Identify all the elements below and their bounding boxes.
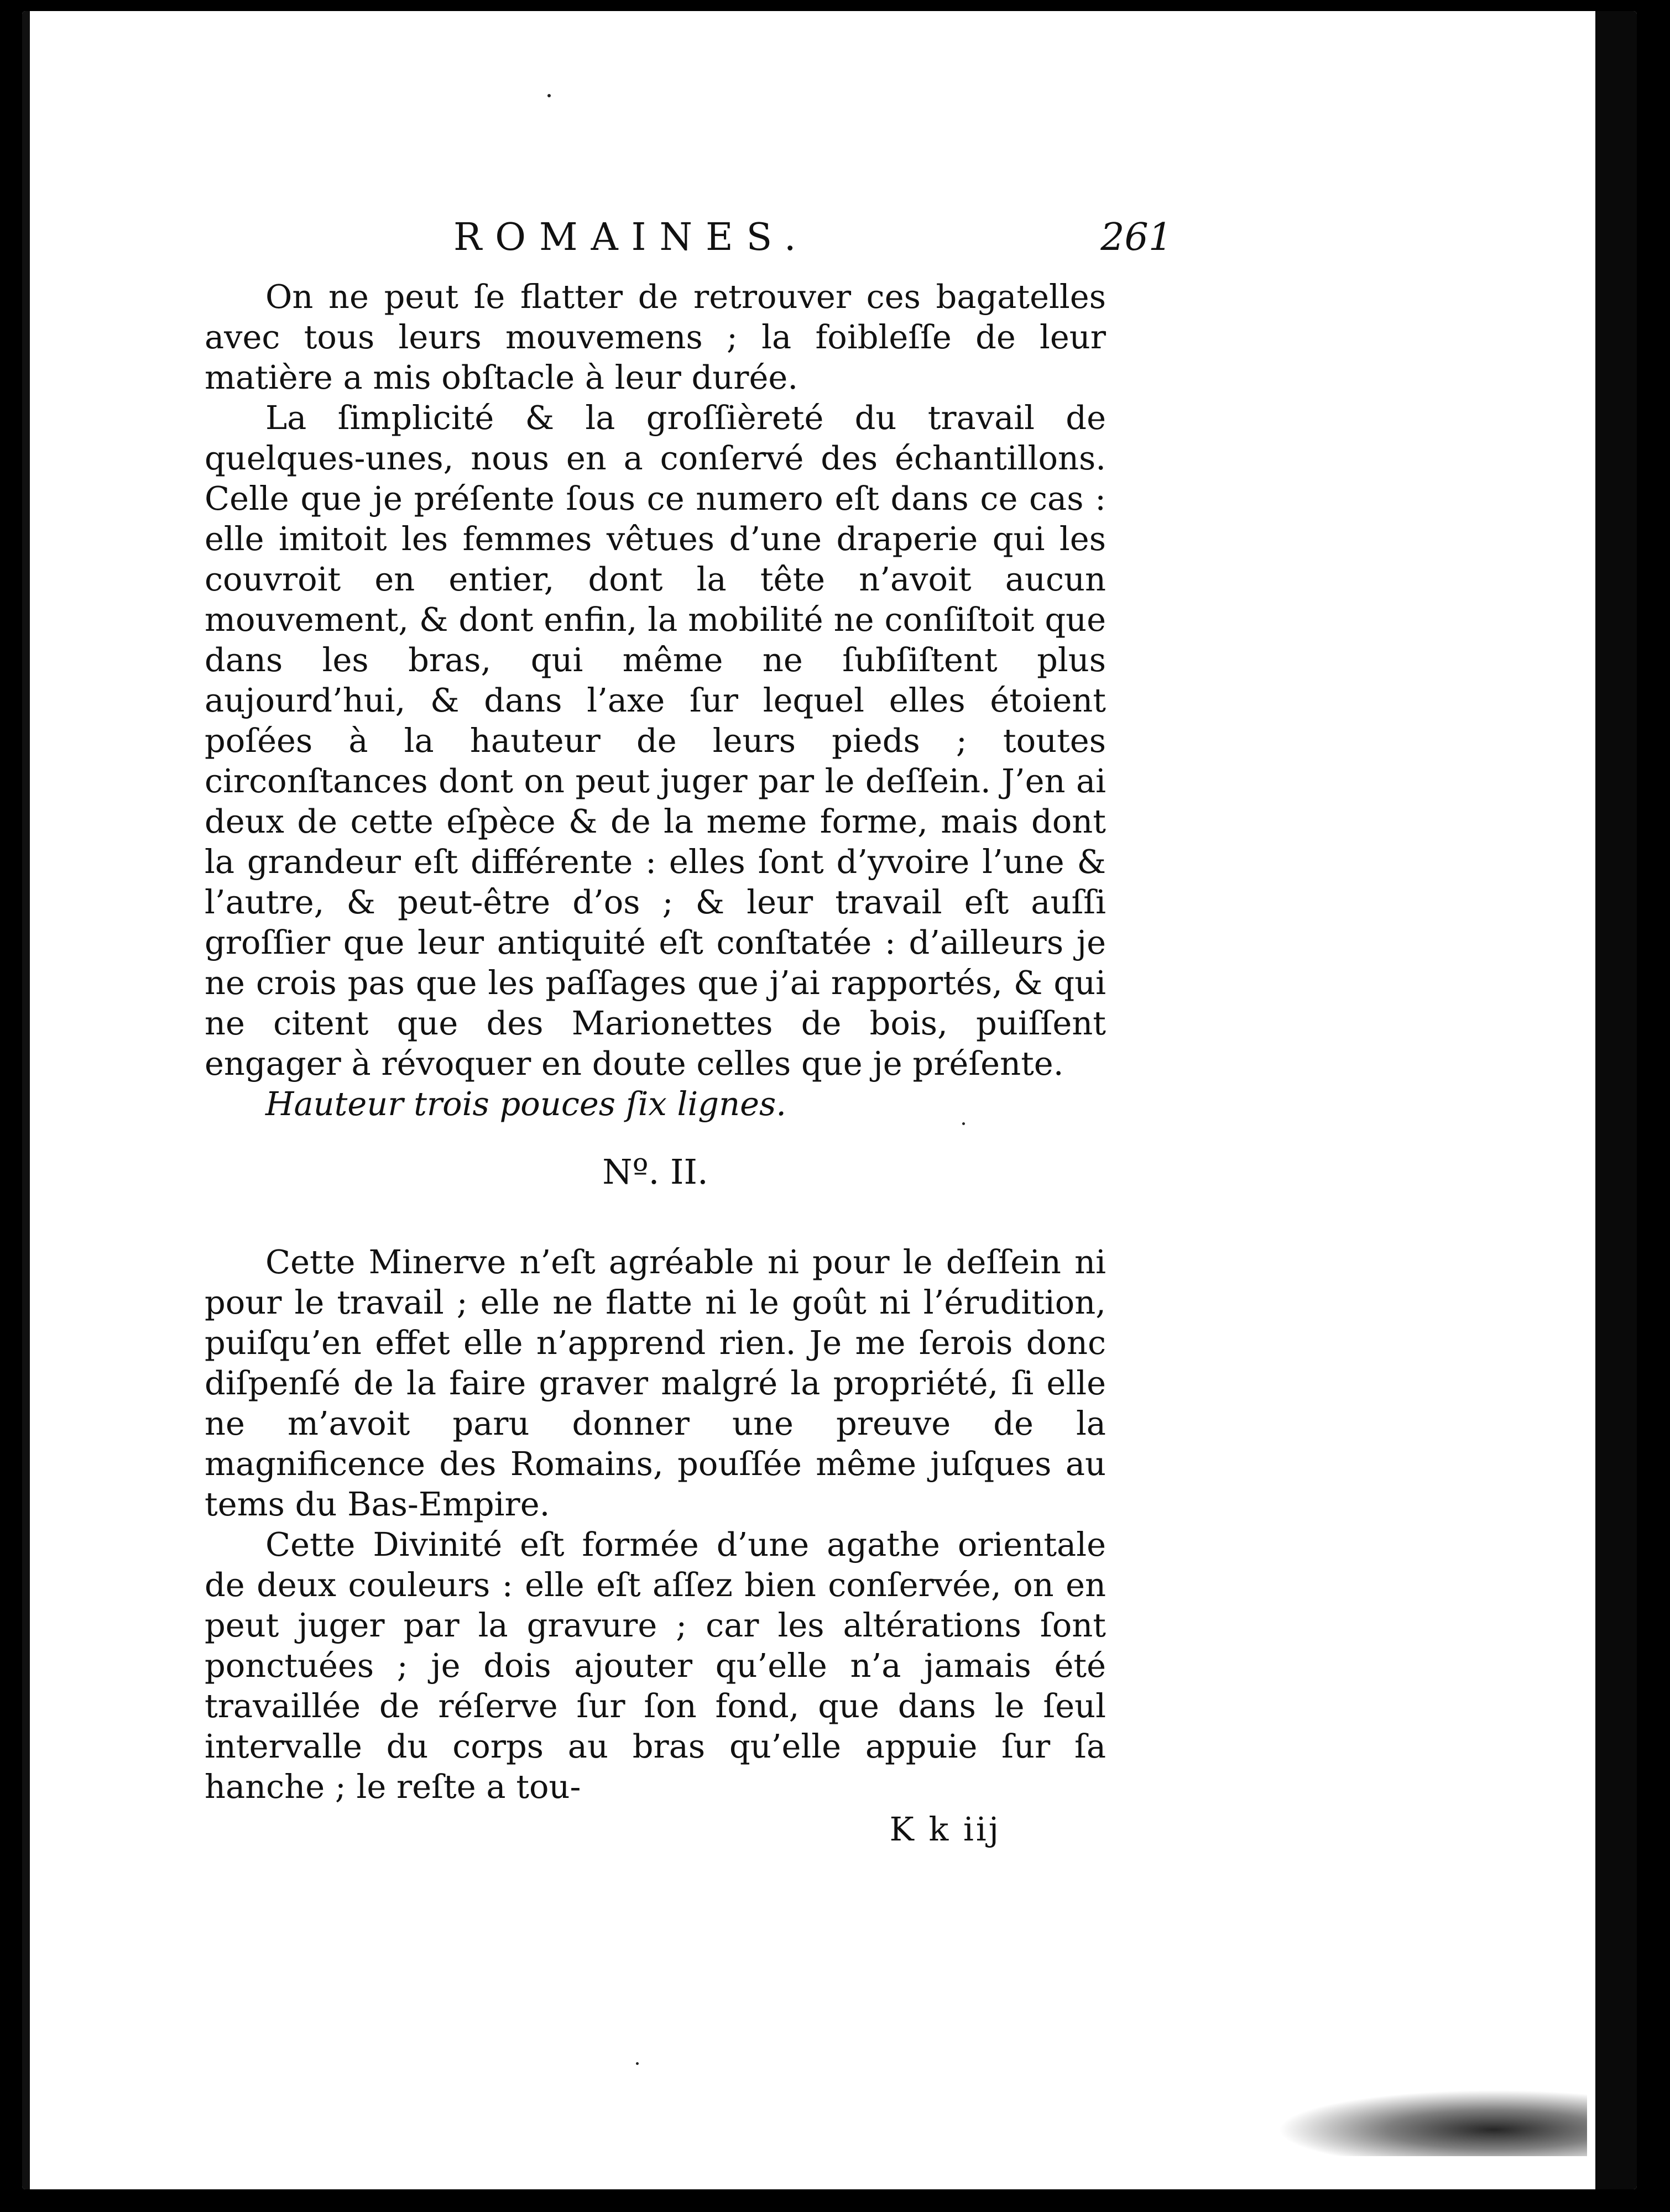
- scan-smudge: [1277, 2090, 1587, 2156]
- running-title: ROMAINES.: [453, 216, 810, 259]
- scan-right-edge: [1595, 11, 1637, 2189]
- scan-left-edge: [22, 11, 30, 2189]
- text-block: [205, 276, 1106, 1849]
- book-page: [22, 11, 1637, 2189]
- page-header: [453, 216, 1172, 276]
- section-title: Nº. II.: [602, 1152, 708, 1192]
- scan-speck: [962, 1122, 965, 1125]
- paragraph: Cette Divinité eſt formée d’une agathe orientale de deux couleurs : elle eſt aſſez bien conſervée, on en peut juger par la gravure ; car les altérations ſont ponctuées ; je dois ajouter qu’elle n’a jamais été travaillée de réſerve ſur ſon fond, que dans le ſeul intervalle du corps au bras qu’elle appuie ſur ſa hanche ; le reſte a tou-: [205, 1525, 1106, 1806]
- dimensions-caption: Hauteur trois pouces ſix lignes.: [265, 1085, 787, 1123]
- scan-speck: [636, 2062, 639, 2065]
- paragraph: On ne peut ſe flatter de retrouver ces bagatelles avec tous leurs mouvemens ; la foibleſſe de leur matière a mis obſtacle à leur durée.: [205, 278, 1106, 396]
- paragraph: Cette Minerve n’eſt agréable ni pour le deſſein ni pour le travail ; elle ne flatte ni le goût ni l’érudition, puiſqu’en effet elle n’apprend rien. Je me ſerois donc diſpenſé de la faire graver malgré la propriété, ſi elle ne m’avoit paru donner une preuve de la magnificence des Romains, pouſſée même juſques au tems du Bas-Empire.: [205, 1243, 1106, 1523]
- page-number: 261: [1100, 216, 1172, 259]
- signature-mark: K k iij: [889, 1810, 1001, 1848]
- paragraph: La ſimplicité & la groſſièreté du travail de quelques-unes, nous en a conſervé des échantillons. Celle que je préſente ſous ce numero eſt dans ce cas : elle imitoit les femmes vêtues d’une draperie qui les couvroit en entier, dont la tête n’avoit aucun mouvement, & dont enfin, la mobilité ne conſiſtoit que dans les bras, qui même ne ſubſiſtent plus aujourd’hui, & dans l’axe ſur lequel elles étoient poſées à la hauteur de leurs pieds ; toutes circonſtances dont on peut juger par le deſſein. J’en ai deux de cette eſpèce & de la meme forme, mais dont la grandeur eſt différente : elles ſont d’yvoire l’une & l’autre, & peut-être d’os ; & leur travail eſt auſſi groſſier que leur antiquité eſt conſtatée : d’ailleurs je ne crois pas que les paſſages que j’ai rapportés, & qui ne citent que des Marionettes de bois, puiſſent engager à révoquer en doute celles que je préſente.: [205, 399, 1106, 1083]
- scan-speck: [547, 94, 551, 97]
